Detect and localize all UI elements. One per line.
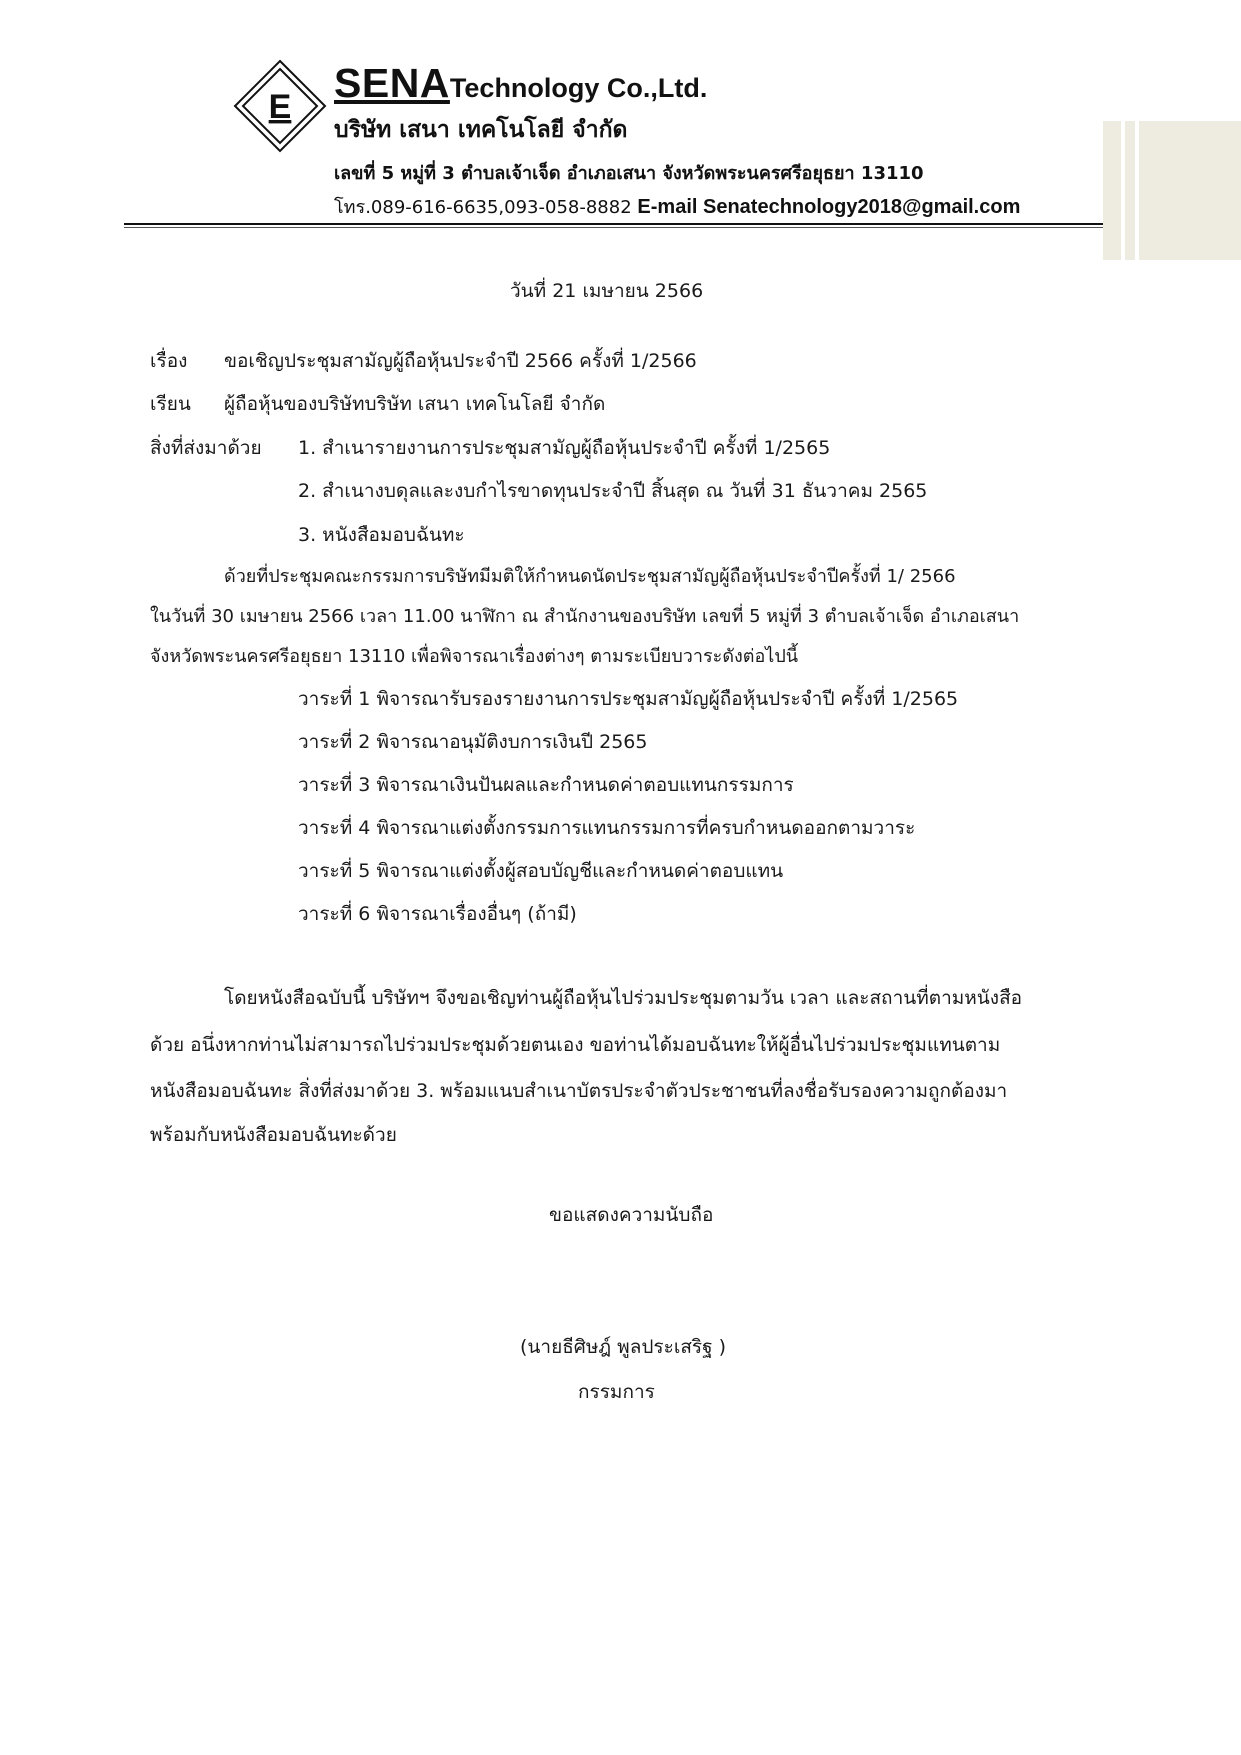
intro-line: ด้วยที่ประชุมคณะกรรมการบริษัทมีมติให้กำหนดนัดประชุมสามัญผู้ถือหุ้นประจำปีครั้งที่ 1/ 2566 xyxy=(224,566,956,587)
logo-letter: E xyxy=(268,88,292,126)
agenda-item: วาระที่ 2 พิจารณาอนุมัติงบการเงินปี 2565 xyxy=(298,731,648,753)
company-logo xyxy=(232,58,328,154)
agenda-item: วาระที่ 3 พิจารณาเงินปันผลและกำหนดค่าตอบแทนกรรมการ xyxy=(298,774,794,796)
company-contact xyxy=(334,192,1020,221)
enclosure-item: 2. สำเนางบดุลและงบกำไรขาดทุนประจำปี สิ้นสุด ณ วันที่ 31 ธันวาคม 2565 xyxy=(298,480,928,502)
intro-line: ในวันที่ 30 เมษายน 2566 เวลา 11.00 นาฬิกา ณ สำนักงานของบริษัท เลขที่ 5 หมู่ที่ 3 ตำบลเจ้าเจ็ด อำเภอเสนา xyxy=(150,606,1020,627)
closing-line: โดยหนังสือฉบับนี้ บริษัทฯ จึงขอเชิญท่านผู้ถือหุ้นไปร่วมประชุมตามวัน เวลา และสถานที่ตามหนังสือ xyxy=(224,987,1023,1009)
closing-line: พร้อมกับหนังสือมอบฉันทะด้วย xyxy=(150,1124,397,1146)
company-phone: โทร.089-616-6635,093-058-8882 xyxy=(334,197,632,218)
corner-decoration-stripe xyxy=(1135,121,1139,260)
agenda-item: วาระที่ 4 พิจารณาแต่งตั้งกรรมการแทนกรรมการที่ครบกำหนดออกตามวาระ xyxy=(298,817,916,839)
agenda-item: วาระที่ 5 พิจารณาแต่งตั้งผู้สอบบัญชีและกำหนดค่าตอบแทน xyxy=(298,860,784,882)
enclosure-item: 1. สำเนารายงานการประชุมสามัญผู้ถือหุ้นประจำปี ครั้งที่ 1/2565 xyxy=(298,437,831,459)
recipient-label: เรียน xyxy=(150,393,191,415)
subject-text: ขอเชิญประชุมสามัญผู้ถือหุ้นประจำปี 2566 ครั้งที่ 1/2566 xyxy=(224,350,697,372)
signer-name: (นายธีศิษฎ์ พูลประเสริฐ ) xyxy=(520,1336,727,1358)
company-name-en xyxy=(334,60,707,107)
letterhead-divider xyxy=(124,223,1164,225)
company-address: เลขที่ 5 หมู่ที่ 3 ตำบลเจ้าเจ็ด อำเภอเสนา จังหวัดพระนครศรีอยุธยา 13110 xyxy=(334,163,924,184)
recipient-text: ผู้ถือหุ้นของบริษัทบริษัท เสนา เทคโนโลยี จำกัด xyxy=(224,393,606,415)
brand-name: SENA xyxy=(334,60,450,106)
letterhead-divider-thin xyxy=(124,227,1164,228)
enclosures-label: สิ่งที่ส่งมาด้วย xyxy=(150,437,262,459)
agenda-item: วาระที่ 1 พิจารณารับรองรายงานการประชุมสามัญผู้ถือหุ้นประจำปี ครั้งที่ 1/2565 xyxy=(298,688,959,710)
company-name-th: บริษัท เสนา เทคโนโลยี จำกัด xyxy=(334,116,628,143)
subject-label: เรื่อง xyxy=(150,350,188,372)
agenda-item: วาระที่ 6 พิจารณาเรื่องอื่นๆ (ถ้ามี) xyxy=(298,903,577,925)
company-email: E-mail Senatechnology2018@gmail.com xyxy=(637,196,1021,218)
intro-line: จังหวัดพระนครศรีอยุธยา 13110 เพื่อพิจารณาเรื่องต่างๆ ตามระเบียบวาระดังต่อไปนี้ xyxy=(150,646,799,667)
company-name-rest: Technology Co.,Ltd. xyxy=(449,73,708,103)
enclosure-item: 3. หนังสือมอบฉันทะ xyxy=(298,524,465,546)
signoff: ขอแสดงความนับถือ xyxy=(549,1204,714,1226)
closing-line: หนังสือมอบฉันทะ สิ่งที่ส่งมาด้วย 3. พร้อมแนบสำเนาบัตรประจำตัวประชาชนที่ลงชื่อรับรองความถูกต้องมา xyxy=(150,1080,1008,1102)
signer-title: กรรมการ xyxy=(578,1381,655,1403)
closing-line: ด้วย อนึ่งหากท่านไม่สามารถไปร่วมประชุมด้วยตนเอง ขอท่านได้มอบฉันทะให้ผู้อื่นไปร่วมประชุมแทนตาม xyxy=(150,1034,1001,1056)
corner-decoration-stripe xyxy=(1121,121,1125,260)
letter-date: วันที่ 21 เมษายน 2566 xyxy=(510,280,704,302)
